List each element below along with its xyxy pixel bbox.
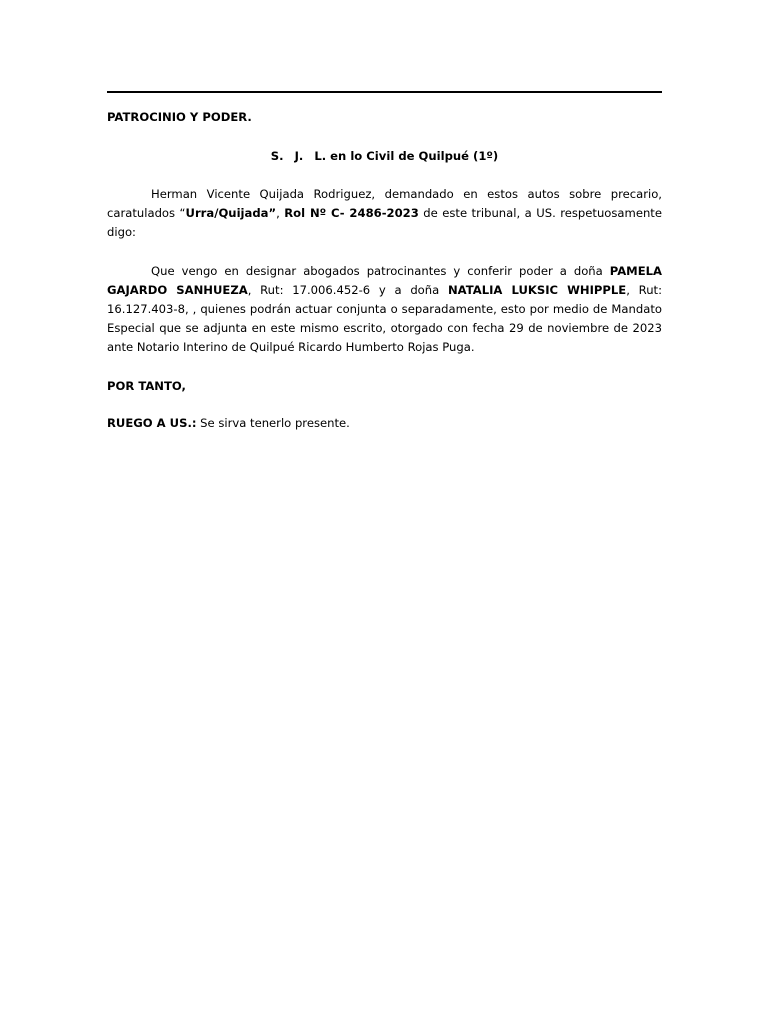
designation-text-2: , Rut: 17.006.452-6 y a doña — [247, 283, 448, 297]
top-rule — [107, 91, 662, 93]
intro-text-2: , — [276, 206, 285, 220]
document-heading — [107, 108, 662, 127]
court-addressee — [107, 147, 662, 166]
paragraph-intro — [107, 185, 662, 242]
court-s: S. — [270, 149, 284, 163]
por-tanto — [107, 377, 662, 396]
paragraph-designation — [107, 262, 662, 357]
intro-text-1: Herman Vicente Quijada Rodriguez, demandado en estos autos sobre precario, caratulados “ — [107, 187, 662, 220]
court-j: J. — [294, 149, 304, 163]
attorney-name-2: NATALIA LUKSIC WHIPPLE — [447, 283, 627, 297]
court-rest: L. en lo Civil de Quilpué (1º) — [314, 149, 499, 163]
designation-text-1: Que vengo en designar abogados patrocinantes y conferir poder a doña — [151, 264, 610, 278]
caratula-text: Urra/Quijada” — [185, 206, 277, 220]
designation-text-3: , Rut: 16.127.403-8, , quienes podrán actuar conjunta o separadamente, esto por medio de Mandato Especial que se adjunta en este mismo escrito, otorgado con fecha 29 de noviembre de 2023 ante Notario Interino de Quilpué Ricardo Humberto Rojas Puga. — [107, 283, 662, 354]
rol-number: Rol Nº C- 2486-2023 — [284, 206, 419, 220]
intro-text-3: de este tribunal, a US. respetuosamente digo: — [107, 206, 662, 239]
por-tanto-text: POR TANTO, — [107, 379, 186, 393]
ruego-label: RUEGO A US.: — [107, 416, 197, 430]
ruego-line — [107, 414, 662, 433]
attorney-name-1: PAMELA GAJARDO SANHUEZA — [107, 264, 662, 297]
heading-text: PATROCINIO Y PODER. — [107, 110, 252, 124]
ruego-text: Se sirva tenerlo presente. — [196, 416, 350, 430]
